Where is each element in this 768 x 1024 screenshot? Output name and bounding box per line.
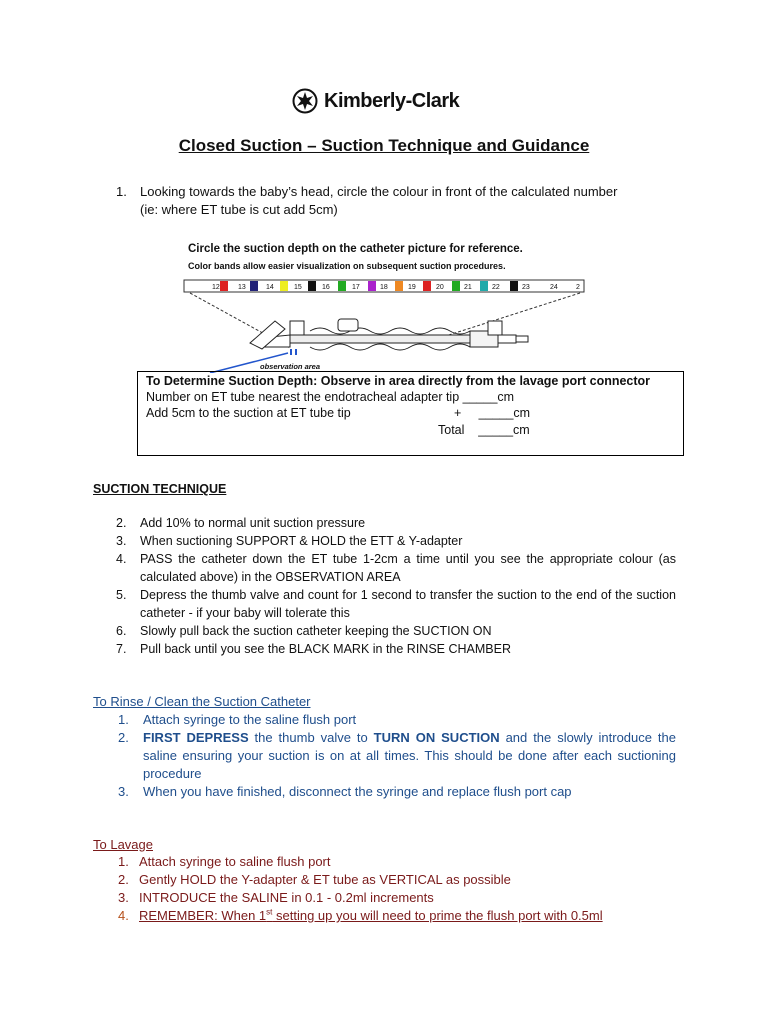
lavage-steps: [118, 853, 678, 925]
scale-tick: 24: [550, 284, 558, 291]
band-red: [220, 281, 228, 291]
scale-tick: 2: [576, 284, 580, 291]
scale-tick: 17: [352, 284, 360, 291]
list-item: 2. Add 10% to normal unit suction pressure: [116, 516, 366, 530]
catheter-figure: [180, 243, 590, 373]
scale-tick: 23: [522, 284, 530, 291]
scale-tick: 13: [238, 284, 246, 291]
scale-tick: 19: [408, 284, 416, 291]
intro-step: [116, 183, 686, 219]
brand-logo: [292, 86, 482, 116]
list-item: 7. Pull back until you see the BLACK MARK in the RINSE CHAMBER: [116, 642, 511, 656]
figure-subcaption: Color bands allow easier visualization on subsequent suction procedures.: [188, 261, 506, 271]
scale-tick: 21: [464, 284, 472, 291]
brand-name: Kimberly-Clark: [324, 89, 460, 112]
list-item: 6. Slowly pull back the suction catheter keeping the SUCTION ON: [116, 624, 492, 638]
box-line-add: Add 5cm to the suction at ET tube tip: [146, 406, 351, 420]
list-item: 1. Attach syringe to saline flush port: [118, 854, 331, 869]
step-number: 1.: [116, 184, 127, 199]
figure-caption: Circle the suction depth on the catheter picture for reference.: [188, 243, 523, 255]
list-item: 3. When you have finished, disconnect the syringe and replace flush port cap: [118, 784, 572, 799]
box-heading: To Determine Suction Depth: Observe in area directly from the lavage port connector: [146, 374, 651, 388]
rinse-heading: To Rinse / Clean the Suction Catheter: [93, 694, 311, 709]
intro-text-line1: Looking towards the baby’s head, circle the colour in front of the calculated number: [140, 184, 618, 199]
page-title: Closed Suction – Suction Technique and Guidance: [178, 136, 590, 155]
scale-tick: 20: [436, 284, 444, 291]
scale-tick: 12: [212, 284, 220, 291]
scale-tick: 22: [492, 284, 500, 291]
scale-tick: 16: [322, 284, 330, 291]
list-item: 2. FIRST DEPRESS the thumb valve to TURN ON SUCTION and the slowly introduce the saline ensuring your suction is on at all times. This should be done after each suctioning procedure: [118, 730, 676, 781]
list-item: 5. Depress the thumb valve and count for 1 second to transfer the suction to the end of the suction catheter - if your baby will tolerate this: [116, 588, 676, 620]
suction-depth-box: [137, 371, 684, 456]
scale-tick: 18: [380, 284, 388, 291]
technique-steps: [116, 514, 676, 658]
catheter-diagram: [180, 243, 590, 373]
scale-tick: 15: [294, 284, 302, 291]
list-item: 4. REMEMBER: When 1st setting up you will need to prime the flush port with 0.5ml: [118, 907, 603, 923]
lavage-heading: To Lavage: [93, 837, 153, 852]
suction-technique-heading: SUCTION TECHNIQUE: [93, 482, 227, 496]
scale-tick: 14: [266, 284, 274, 291]
list-item: 2. Gently HOLD the Y-adapter & ET tube as VERTICAL as possible: [118, 872, 511, 887]
rinse-steps: [118, 711, 676, 801]
list-item: 1. Attach syringe to the saline flush port: [118, 712, 357, 727]
list-item: 3. INTRODUCE the SALINE in 0.1 - 0.2ml increments: [118, 890, 434, 905]
observation-area-label: observation area: [260, 362, 321, 371]
box-line-add-blank: + _____cm: [454, 406, 531, 420]
intro-text-line2: (ie: where ET tube is cut add 5cm): [140, 202, 338, 217]
kimberly-clark-emblem-icon: [292, 88, 318, 114]
box-line-total: Total _____cm: [438, 423, 530, 437]
list-item: 4. PASS the catheter down the ET tube 1-2cm a time until you see the appropriate colour (as calculated above) in the OBSERVATION AREA: [116, 552, 676, 584]
list-item: 3. When suctioning SUPPORT & HOLD the ETT & Y-adapter: [116, 534, 463, 548]
box-line-et-number: Number on ET tube nearest the endotracheal adapter tip _____cm: [146, 390, 515, 404]
